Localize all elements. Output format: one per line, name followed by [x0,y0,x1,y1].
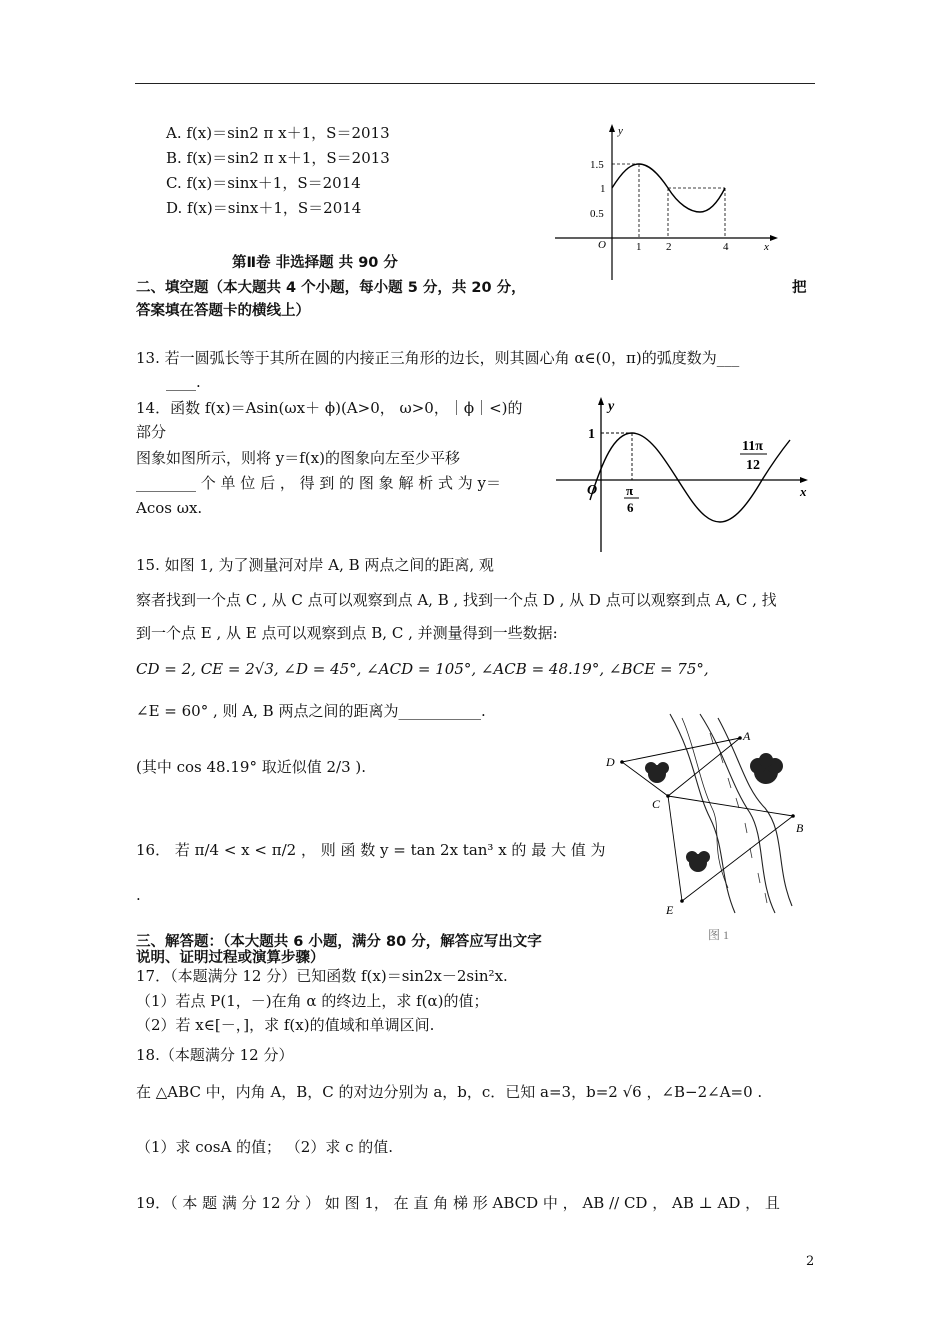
graph1-tick-x-4: 4 [723,241,729,253]
graph1-y-label: y [618,125,623,137]
graph1-tick-y-1: 1 [600,183,606,195]
graph1-x-label: x [764,241,769,253]
option-b: B. f(x)＝sin2 π x＋1，S＝2013 [166,149,390,167]
page-number: 2 [806,1254,815,1269]
option-d: D. f(x)＝sinx＋1，S＝2014 [166,199,362,217]
part3-heading-2: 说明、证明过程或演算步骤） [136,950,325,966]
part2-heading-b: 把 [792,280,807,296]
q14-line5: Acos ωx. [136,499,203,517]
q13-line2: ____. [166,373,201,391]
q17-line1: 17．（本题满分 12 分）已知函数 f(x)＝sin2x－2sin²x. [136,967,508,985]
q16-line1: 16． 若 π/4 < x < π/2 ， 则 函 数 y = tan 2x tan³ x 的 最 大 值 为 [136,841,606,859]
option-c: C. f(x)＝sinx＋1，S＝2014 [166,174,361,192]
q14-line2: 部分 [136,423,167,441]
q15-line4: CD = 2, CE = 2√3, ∠D = 45°, ∠ACD = 105°, ∠ACB = 48.19°, ∠BCE = 75°, [136,660,709,678]
q17-line3: （2）若 x∈[－，]，求 f(x)的值域和单调区间. [136,1016,435,1034]
q14-line4: ________ 个 单 位 后 ， 得 到 的 图 象 解 析 式 为 y＝ [136,474,501,492]
q17-line2: （1）若点 P(1，－)在角 α 的终边上，求 f(α)的值； [136,992,489,1010]
graph2-peak-label: 1 [588,427,595,442]
q14-line3: 图象如图所示，则将 y＝f(x)的图象向左至少平移 [136,449,460,467]
q19-line1: 19．（ 本 题 满 分 12 分 ） 如 图 1， 在 直 角 梯 形 ABCD 中 ， AB // CD ， AB ⊥ AD ， 且 [136,1194,780,1212]
q13-line1: 13. 若一圆弧长等于其所在圆的内接正三角形的边长，则其圆心角 α∈(0，π)的弧度数为___ [136,349,740,367]
graph2-right-den: 12 [746,458,760,473]
graph1-tick-y-0.5: 0.5 [590,208,604,220]
q18-line1: 18.（本题满分 12 分） [136,1046,294,1064]
map-point-a: A [743,729,751,743]
part3-heading-1: 三、解答题：（本大题共 6 小题，满分 80 分，解答应写出文字 [136,934,542,950]
q18-line3: （1）求 cosA 的值； （2）求 c 的值. [136,1138,394,1156]
graph2-pi-num: π [626,483,634,498]
graph2-y-label: y [608,399,615,414]
function-graph-2 [552,394,814,554]
top-rule [135,83,815,84]
map-caption: 图 1 [708,928,730,942]
q15-line5: ∠E = 60° , 则 A, B 两点之间的距离为___________. [136,702,486,720]
river-map-figure [600,708,810,943]
part2-heading-c: 答案填在答题卡的横线上） [136,303,310,319]
map-point-b: B [796,821,804,835]
part2-title: 第Ⅱ卷 非选择题 共 90 分 [232,255,398,271]
q14-line1: 14．函数 f(x)＝Asin(ωx＋ ϕ)(A>0， ω>0，｜ϕ｜<)的 [136,399,523,417]
option-a: A. f(x)＝sin2 π x＋1，S＝2013 [166,124,390,142]
map-point-c: C [652,797,661,811]
function-graph-1 [550,120,785,285]
graph1-origin: O [598,239,606,251]
graph1-tick-x-2: 2 [666,241,672,253]
graph2-x-label: x [800,484,807,499]
graph1-tick-x-1: 1 [636,241,642,253]
part2-heading-a: 二、填空题（本大题共 4 个小题，每小题 5 分，共 20 分， [136,280,526,296]
q15-line6: (其中 cos 48.19° 取近似值 2/3 ). [136,758,367,776]
q15-line2: 察者找到一个点 C , 从 C 点可以观察到点 A, B , 找到一个点 D , 从 D 点可以观察到点 A, C , 找 [136,591,777,609]
graph2-right-num: 11π [742,439,763,454]
graph1-tick-y-1.5: 1.5 [590,159,604,171]
map-point-e: E [666,903,674,917]
q15-line3: 到一个点 E , 从 E 点可以观察到点 B, C , 并测量得到一些数据: [136,624,558,642]
graph2-origin: O [587,483,598,498]
map-point-d: D [606,755,615,769]
q16-line2: . [136,886,141,904]
graph2-pi-den: 6 [627,500,634,515]
q18-line2: 在 △ABC 中，内角 A，B，C 的对边分别为 a，b，c．已知 a=3，b=2 √6 ，∠B−2∠A=0 . [136,1083,763,1101]
q15-line1: 15. 如图 1, 为了测量河对岸 A, B 两点之间的距离, 观 [136,556,494,574]
